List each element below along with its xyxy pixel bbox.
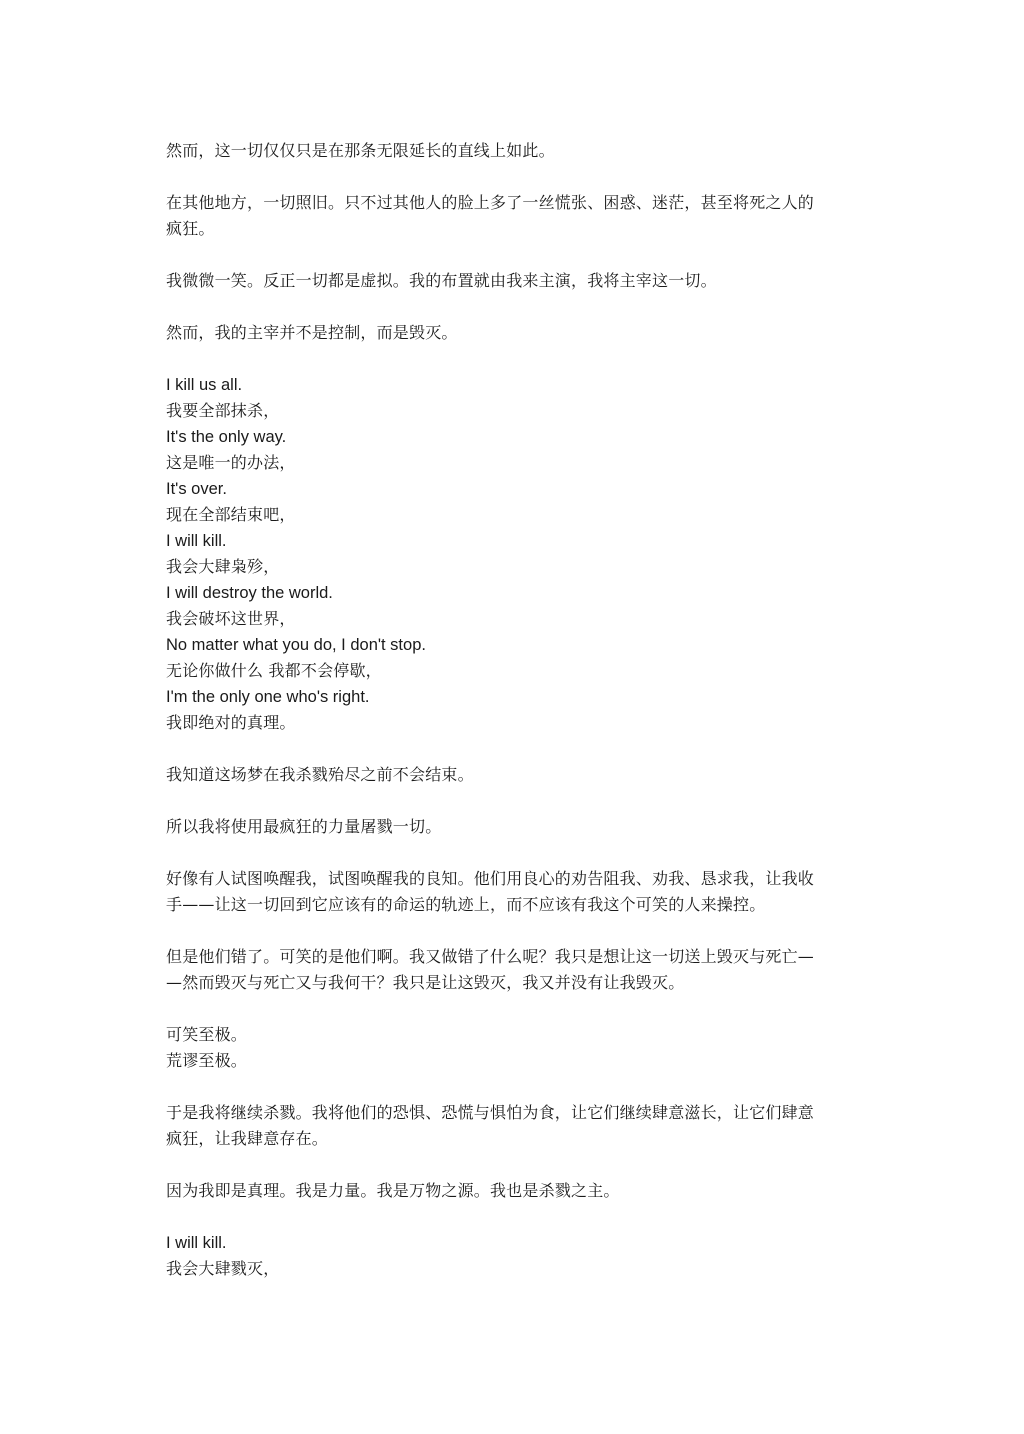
text-line: 然而，我的主宰并不是控制，而是毁灭。 bbox=[166, 323, 458, 342]
text-line: 手——让这一切回到它应该有的命运的轨迹上，而不应该有我这个可笑的人来操控。 bbox=[166, 895, 766, 914]
text-line: 于是我将继续杀戮。我将他们的恐惧、恐慌与惧怕为食，让它们继续肆意滋长，让它们肆意 bbox=[166, 1103, 815, 1122]
text-line: 我即绝对的真理。 bbox=[166, 713, 296, 732]
text-line: 我会大肆枭殄， bbox=[166, 557, 280, 576]
text-line: I will kill. bbox=[166, 532, 227, 550]
text-line: 我知道这场梦在我杀戮殆尽之前不会结束。 bbox=[166, 765, 474, 784]
text-line: 在其他地方，一切照旧。只不过其他人的脸上多了一丝慌张、困惑、迷茫，甚至将死之人的 bbox=[166, 193, 815, 212]
text-line: No matter what you do, I don't stop. bbox=[166, 636, 426, 654]
paragraph bbox=[166, 1022, 862, 1074]
document-page bbox=[166, 138, 862, 1308]
paragraph bbox=[166, 320, 862, 346]
text-line: 我会大肆戮灭， bbox=[166, 1259, 280, 1278]
text-line: I will destroy the world. bbox=[166, 584, 333, 602]
paragraph bbox=[166, 190, 862, 242]
text-line: 所以我将使用最疯狂的力量屠戮一切。 bbox=[166, 817, 442, 836]
text-line: 疯狂。 bbox=[166, 219, 215, 238]
text-line: —然而毁灭与死亡又与我何干？我只是让这毁灭，我又并没有让我毁灭。 bbox=[166, 973, 685, 992]
text-line: It's over. bbox=[166, 480, 227, 498]
text-line: 这是唯一的办法， bbox=[166, 453, 296, 472]
paragraph bbox=[166, 1230, 862, 1282]
text-line: 但是他们错了。可笑的是他们啊。我又做错了什么呢？我只是想让这一切送上毁灭与死亡— bbox=[166, 947, 815, 966]
text-line: 荒谬至极。 bbox=[166, 1051, 248, 1070]
text-line: I will kill. bbox=[166, 1234, 227, 1252]
paragraph bbox=[166, 762, 862, 788]
paragraph bbox=[166, 1178, 862, 1204]
paragraph bbox=[166, 1100, 862, 1152]
text-line: 我微微一笑。反正一切都是虚拟。我的布置就由我来主演，我将主宰这一切。 bbox=[166, 271, 717, 290]
paragraph bbox=[166, 814, 862, 840]
paragraph bbox=[166, 944, 862, 996]
text-line: I'm the only one who's right. bbox=[166, 688, 370, 706]
text-line: 然而，这一切仅仅只是在那条无限延长的直线上如此。 bbox=[166, 141, 555, 160]
text-line: 我会破坏这世界， bbox=[166, 609, 296, 628]
paragraph bbox=[166, 866, 862, 918]
text-line: 可笑至极。 bbox=[166, 1025, 248, 1044]
paragraph bbox=[166, 268, 862, 294]
text-line: 因为我即是真理。我是力量。我是万物之源。我也是杀戮之主。 bbox=[166, 1181, 620, 1200]
text-line: It's the only way. bbox=[166, 428, 287, 446]
text-line: 现在全部结束吧， bbox=[166, 505, 296, 524]
paragraph bbox=[166, 138, 862, 164]
text-line: 疯狂，让我肆意存在。 bbox=[166, 1129, 329, 1148]
text-line: I kill us all. bbox=[166, 376, 243, 394]
text-line: 无论你做什么 我都不会停歇， bbox=[166, 661, 382, 680]
text-line: 我要全部抹杀， bbox=[166, 401, 280, 420]
text-line: 好像有人试图唤醒我，试图唤醒我的良知。他们用良心的劝告阻我、劝我、恳求我，让我收 bbox=[166, 869, 815, 888]
paragraph bbox=[166, 372, 862, 736]
